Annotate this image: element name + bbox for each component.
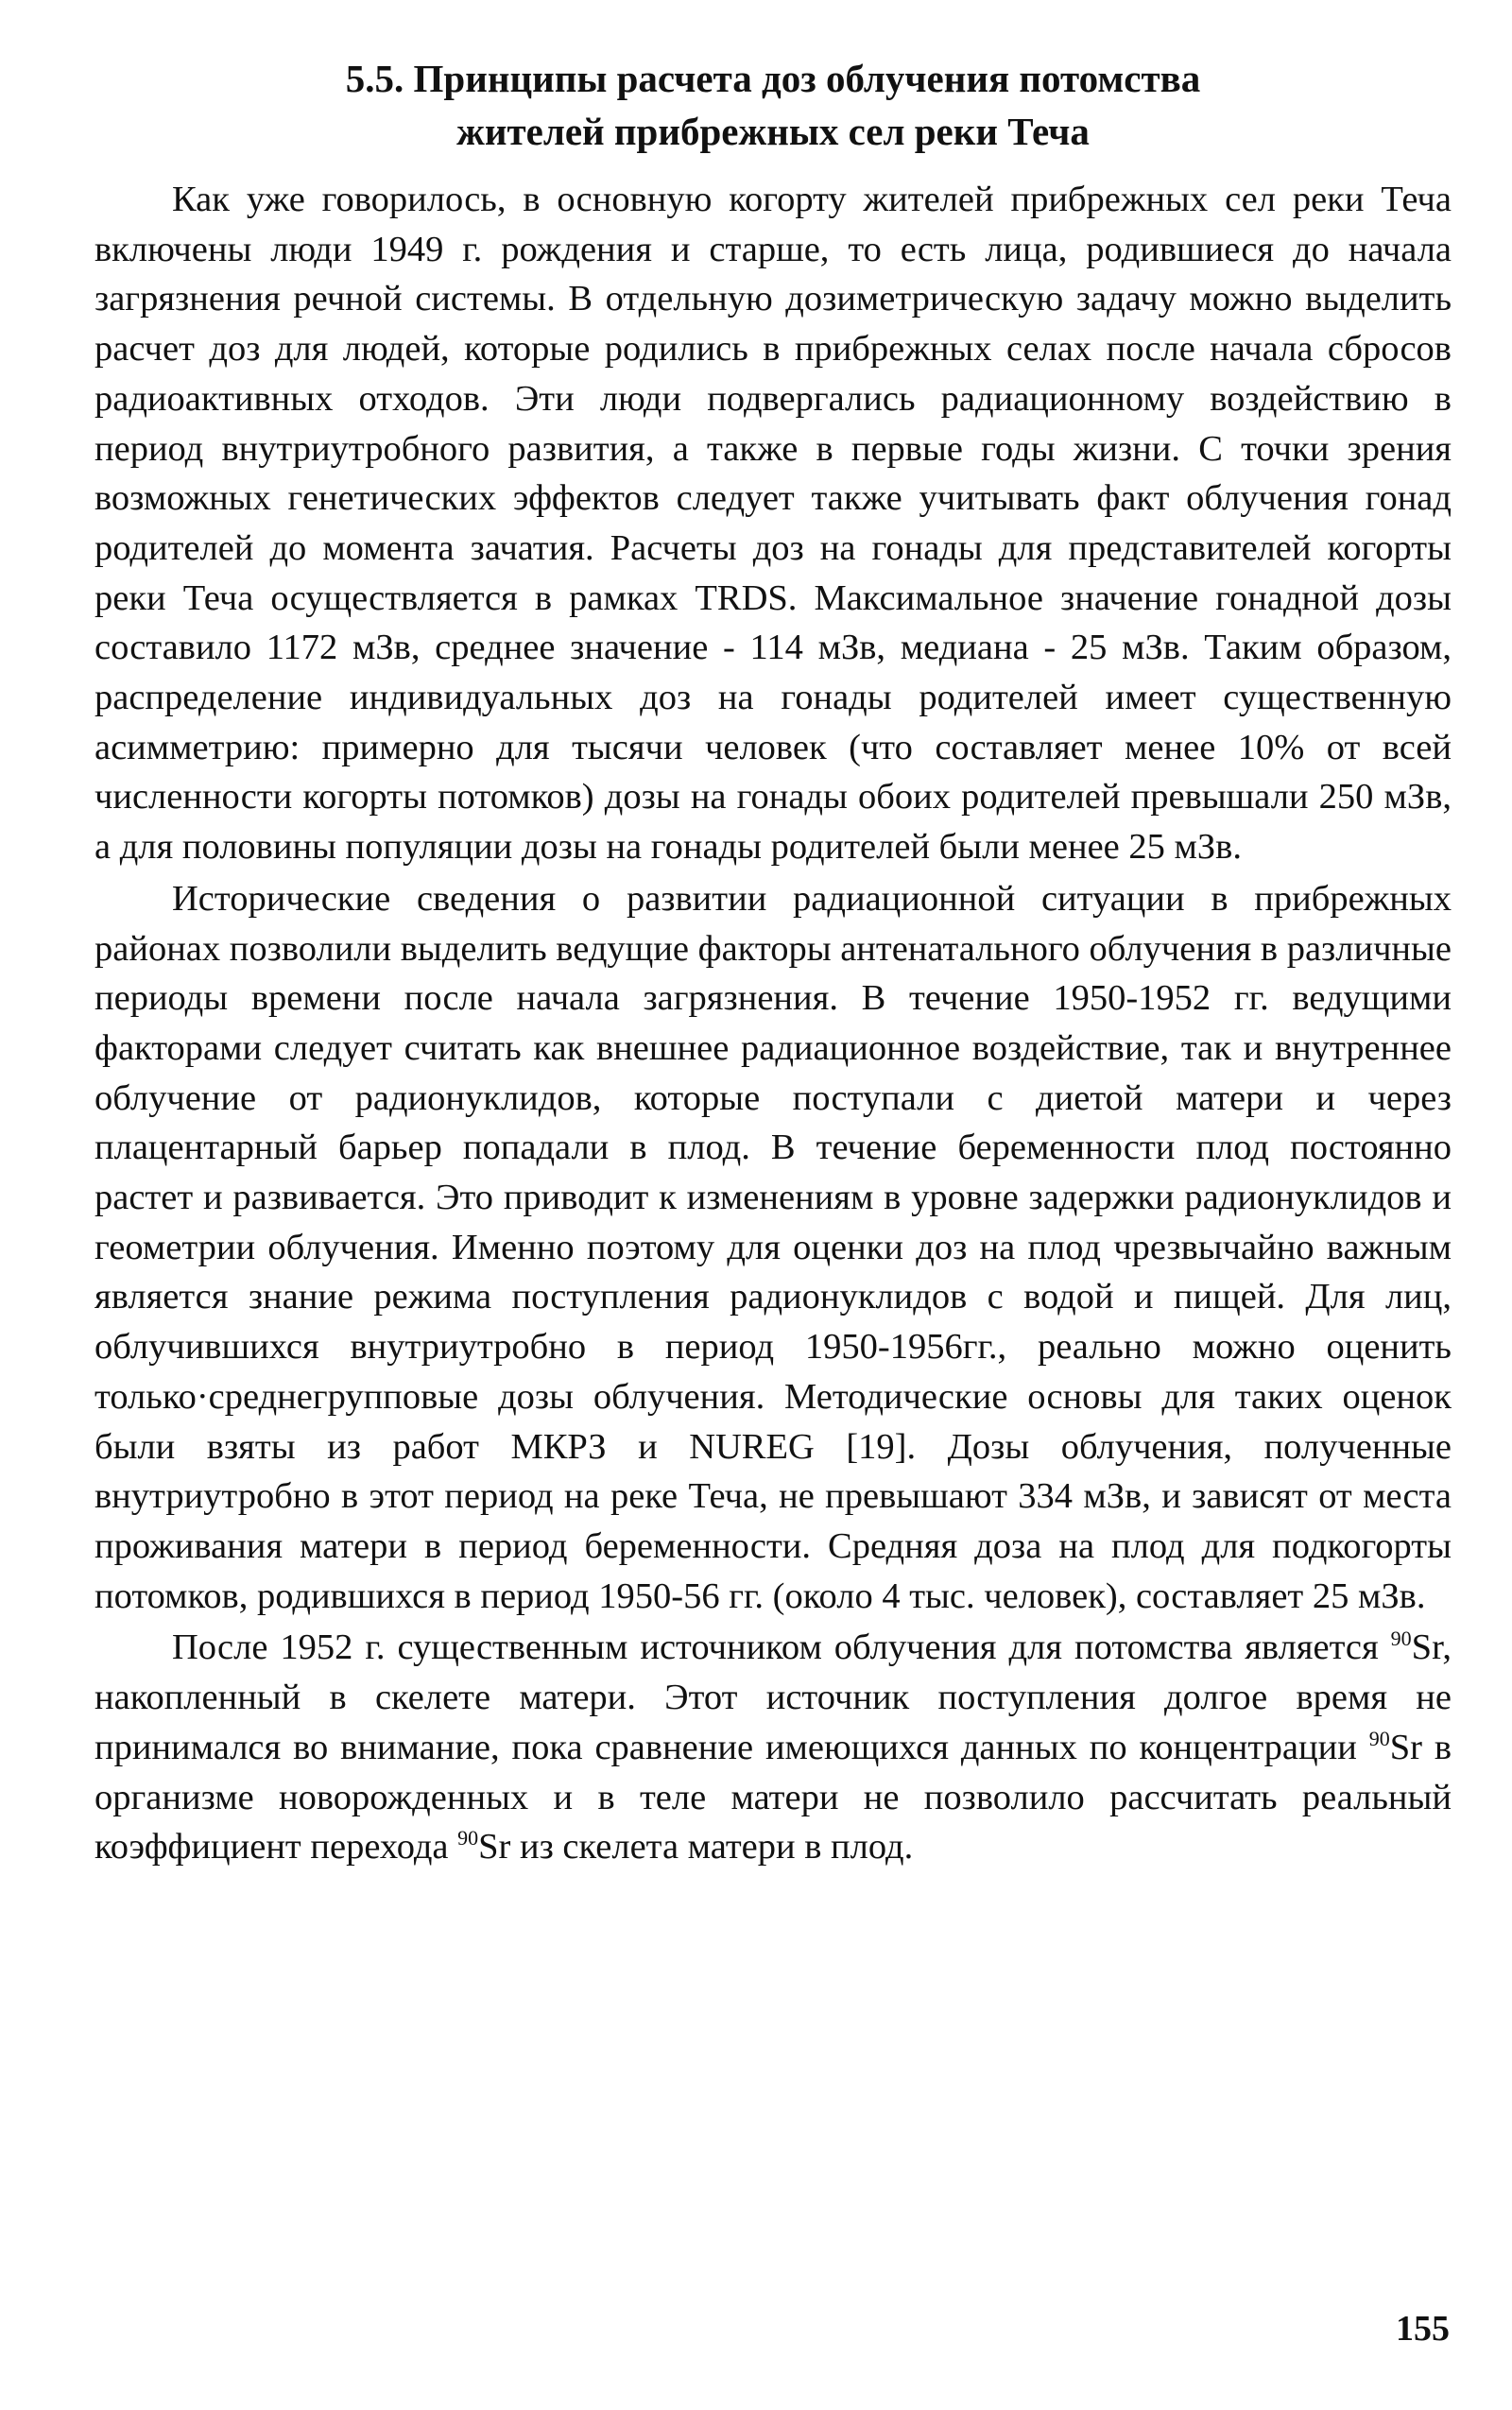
- paragraph-1: Как уже говорилось, в основную когорту жителей прибрежных сел реки Теча включены люди 1949 г. рождения и старше, то есть лица, родившиеся до начала загрязнения речной системы. В отдельную дозиметрическую задачу можно выделить расчет доз для людей, которые родились в прибрежных селах после начала сбросов радиоактивных отходов. Эти люди подвергались радиационному воздействию в период внутриутробного развития, а также в первые годы жизни. С точки зрения возможных генетических эффектов следует также учитывать факт облучения гонад родителей до момента зачатия. Расчеты доз на гонады для представителей когорты реки Теча осуществляется в рамках TRDS. Максимальное значение гонадной дозы составило 1172 мЗв, среднее значение - 114 мЗв, медиана - 25 мЗв. Таким образом, распределение индивидуальных доз на гонады родителей имеет существенную асимметрию: примерно для тысячи человек (что составляет менее 10% от всей численности когорты потомков) дозы на гонады обоих родителей превышали 250 мЗв, а для половины популяции дозы на гонады родителей были менее 25 мЗв.: [94, 180, 1452, 868]
- isotope-mass-number-3: 90: [457, 1826, 479, 1851]
- paragraph-3: [94, 1623, 1452, 1872]
- paragraph-2: Исторические сведения о развитии радиационной ситуации в прибрежных районах позволили выделить ведущие факторы антенатального облучения в различные периоды времени после начала загрязнения. В течение 1950-1952 гг. ведущими факторами следует считать как внешнее радиационное воздействие, так и внутреннее облучение от радионуклидов, которые поступали с диетой матери и через плацентарный барьер попадали в плод. В течение беременности плод постоянно растет и развивается. Это приводит к изменениям в уровне задержки радионуклидов и геометрии облучения. Именно поэтому для оценки доз на плод чрезвычайно важным является знание режима поступления радионуклидов с водой и пищей. Для лиц, облучившихся внутриутробно в период 1950-1956гг., реально можно оценить только·среднегрупповые дозы облучения. Методические основы для таких оценок были взяты из работ МКРЗ и NUREG [19]. Дозы облучения, полученные внутриутробно в этот период на реке Теча, не превышают 334 мЗв, и зависят от места проживания матери в период беременности. Средняя доза на плод для подкогорты потомков, родившихся в период 1950-56 гг. (около 4 тыс. человек), составляет 25 мЗв.: [94, 878, 1452, 1616]
- page-number: 155: [1396, 2309, 1450, 2349]
- paragraph-3-text-4: Sr из скелета матери в плод.: [478, 1827, 914, 1868]
- page-content: [94, 52, 1452, 1872]
- isotope-mass-number-1: 90: [1390, 1627, 1412, 1651]
- paragraph-3-text-3: Sr в организме новорожденных и в теле матери не позволило рассчитать реальный коэффициент перехода: [94, 1727, 1452, 1868]
- paragraph-3-text-1: После 1952 г. существенным источником облучения для потомства является: [172, 1627, 1391, 1668]
- paragraph-3-text-2: Sr, накопленный в скелете матери. Этот источник поступления долгое время не принимался во внимание, пока сравнение имеющихся данных по концентрации: [94, 1627, 1452, 1767]
- isotope-mass-number-2: 90: [1368, 1726, 1390, 1750]
- section-heading: [94, 52, 1452, 158]
- section-heading-line-2: жителей прибрежных сел реки Теча: [456, 110, 1090, 153]
- section-heading-line-1: 5.5. Принципы расчета доз облучения потомства: [345, 57, 1201, 100]
